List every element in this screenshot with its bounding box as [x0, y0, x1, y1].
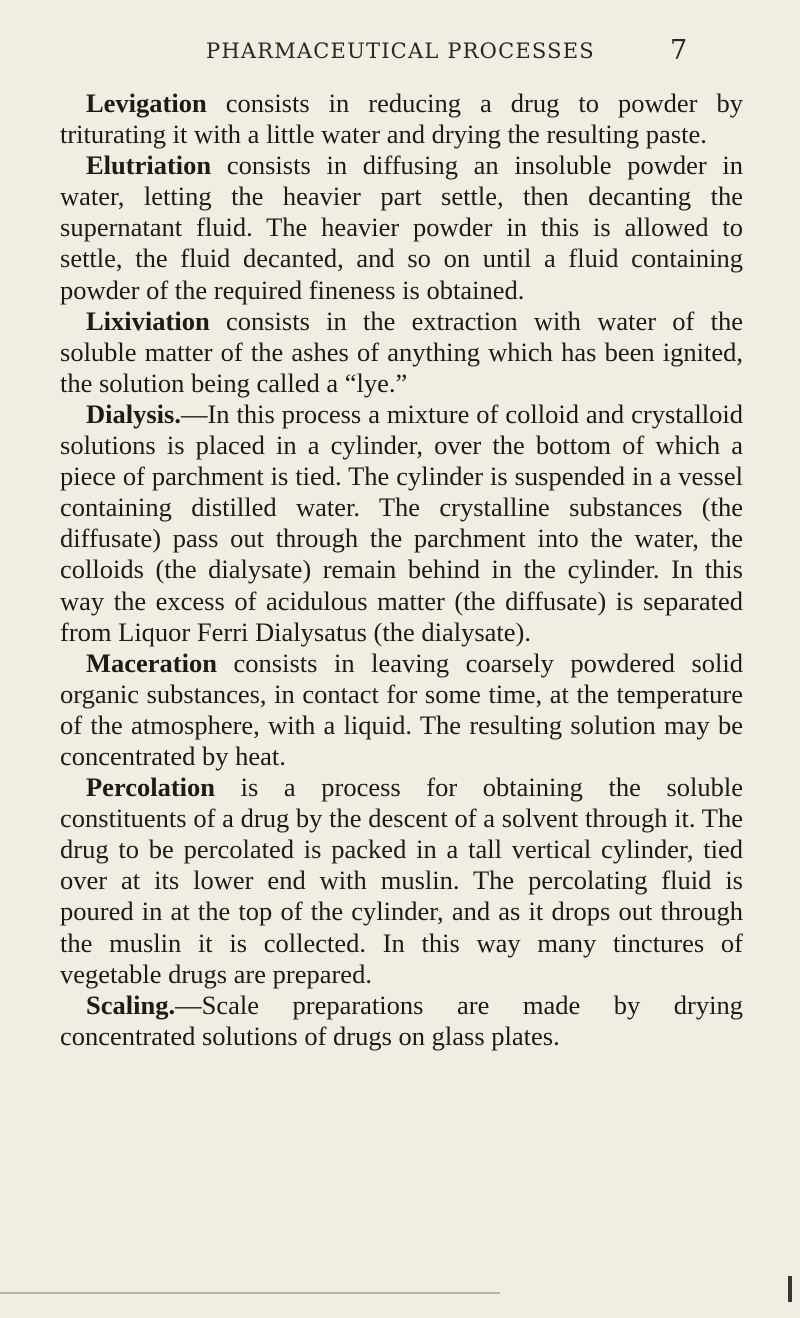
- paragraph-levigation: [60, 88, 743, 150]
- paragraph-lixiviation: [60, 306, 743, 399]
- paragraph-text: consists in leaving coarsely powdered solid organic substances, in contact for some time, at the temperature of the atmosphere, with a liquid. The resulting solution may be concentrated by heat.: [60, 647, 743, 771]
- paragraph-scaling: [60, 990, 743, 1052]
- running-head: PHARMACEUTICAL PROCESSES: [206, 39, 595, 63]
- term-percolation: Percolation: [86, 772, 216, 803]
- paragraph-percolation: [60, 772, 743, 990]
- paragraph-text: consists in the extraction with water of the soluble matter of the ashes of anything which has been ignited, the solution being called a “lye.”: [60, 305, 743, 398]
- term-scaling: Scaling.: [86, 989, 176, 1020]
- paragraph-text: —Scale preparations are made by drying concentrated solutions of drugs on glass plates.: [60, 989, 743, 1051]
- paragraph-text: —In this process a mixture of colloid and crystalloid solutions is placed in a cylinder, over the bottom of which a piece of parchment is tied. The cylinder is suspended in a vessel containing distilled water. The crystalline substances (the diffusate) pass out through the parchment into the water, the colloids (the dialysate) remain behind in the cylinder. In this way the excess of acidulous matter (the diffusate) is separated from Liquor Ferri Dialysatus (the dialysate).: [60, 398, 743, 647]
- scan-bottom-rule: [0, 1292, 500, 1294]
- paragraph-maceration: [60, 648, 743, 772]
- paragraph-text: is a process for obtaining the soluble constituents of a drug by the descent of a solvent through it. The drug to be percolated is packed in a tall vertical cylinder, tied over at its lower end with muslin. The percolating fluid is poured in at the top of the cylinder, and as it drops out through the muslin it is collected. In this way many tinctures of vegetable drugs are prepared.: [60, 772, 743, 989]
- page-number: 7: [670, 35, 688, 66]
- scan-edge-mark: [788, 1276, 792, 1302]
- paragraph-elutriation: [60, 150, 743, 305]
- term-maceration: Maceration: [86, 647, 217, 678]
- page-header: [0, 37, 800, 71]
- paragraph-text: consists in diffusing an insoluble powder in water, letting the heavier part settle, then decanting the supernatant fluid. The heavier powder in this is allowed to settle, the fluid decanted, and so on until a fluid containing powder of the required fineness is obtained.: [60, 150, 743, 305]
- term-dialysis: Dialysis.: [86, 398, 181, 429]
- term-levigation: Levigation: [86, 88, 207, 118]
- term-elutriation: Elutriation: [86, 150, 212, 181]
- paragraph-dialysis: [60, 399, 743, 648]
- paragraph-text: consists in reducing a drug to powder by triturating it with a little water and drying the resulting paste.: [60, 88, 743, 150]
- body-text: [60, 88, 743, 1052]
- term-lixiviation: Lixiviation: [86, 305, 210, 336]
